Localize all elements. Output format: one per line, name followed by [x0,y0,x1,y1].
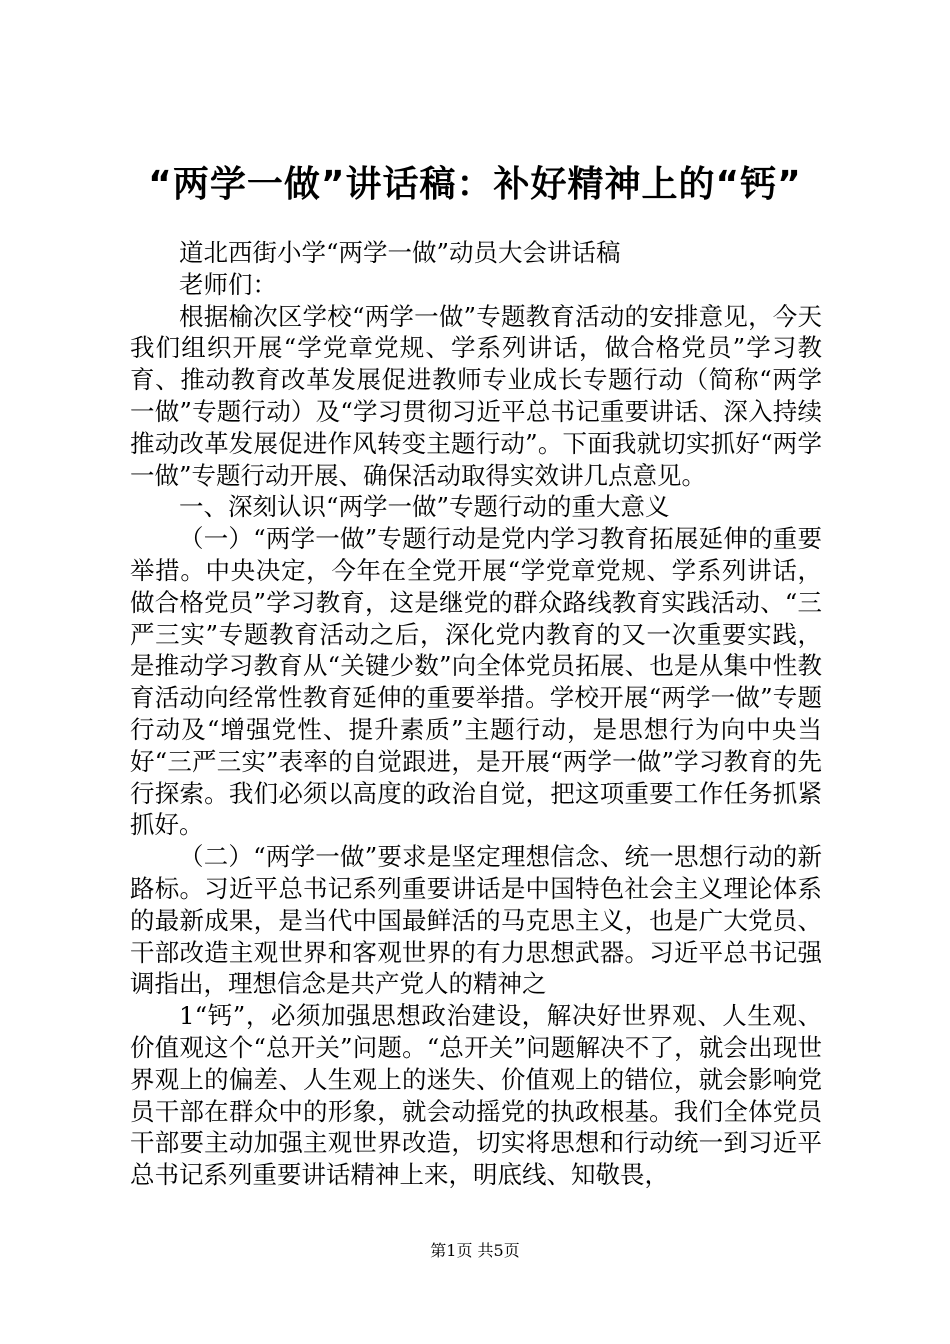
document-title: “两学一做”讲话稿：补好精神上的“钙” [148,164,802,205]
paragraph-point-one: （一）“两学一做”专题行动是党内学习教育拓展延伸的重要举措。中央决定，今年在全党开展“学党章党规、学系列讲话，做合格党员”学习教育，这是继党的群众路线教育实践活动、“三严三实”专题教育活动之后，深化党内教育的又一次重要实践，是推动学习教育从“关键少数”向全体党员拓展、也是从集中性教育活动向经常性教育延伸的重要举措。学校开展“两学一做”专题行动及“增强党性、提升素质”主题行动，是思想行为向中央当好“三严三实”表率的自觉跟进，是开展“两学一做”学习教育的先行探索。我们必须以高度的政治自觉，把这项重要工作任务抓紧抓好。 [130,524,822,840]
paragraph-intro: 根据榆次区学校“两学一做”专题教育活动的安排意见，今天我们组织开展“学党章党规、学系列讲话，做合格党员”学习教育、推动教育改革发展促进教师专业成长专题行动（简称“两学一做”专题行动）及“学习贯彻习近平总书记重要讲话、深入持续推动改革发展促进作风转变主题行动”。下面我就切实抓好“两学一做”专题行动开展、确保活动取得实效讲几点意见。 [130,301,822,490]
salutation: 老师们： [179,269,277,299]
section-heading: 一、深刻认识“两学一做”专题行动的重大意义 [179,492,670,522]
page-footer: 第1页 共5页 [430,1241,520,1260]
paragraph-continuation: 1“钙”，必须加强思想政治建设，解决好世界观、人生观、价值观这个“总开关”问题。“总开关”问题解决不了，就会出现世界观上的偏差、人生观上的迷失、价值观上的错位，就会影响党员干部在群众中的形象，就会动摇党的执政根基。我们全体党员干部要主动加强主观世界改造，切实将思想和行动统一到习近平总书记系列重要讲话精神上来，明底线、知敬畏， [130,1001,822,1190]
paragraph-point-two: （二）“两学一做”要求是坚定理想信念、统一思想行动的新路标。习近平总书记系列重要讲话是中国特色社会主义理论体系的最新成果，是当代中国最鲜活的马克思主义，也是广大党员、干部改造主观世界和客观世界的有力思想武器。习近平总书记强调指出，理想信念是共产党人的精神之 [130,842,822,999]
document-body [130,237,822,1191]
document-subtitle: 道北西街小学“两学一做”动员大会讲话稿 [179,238,621,267]
